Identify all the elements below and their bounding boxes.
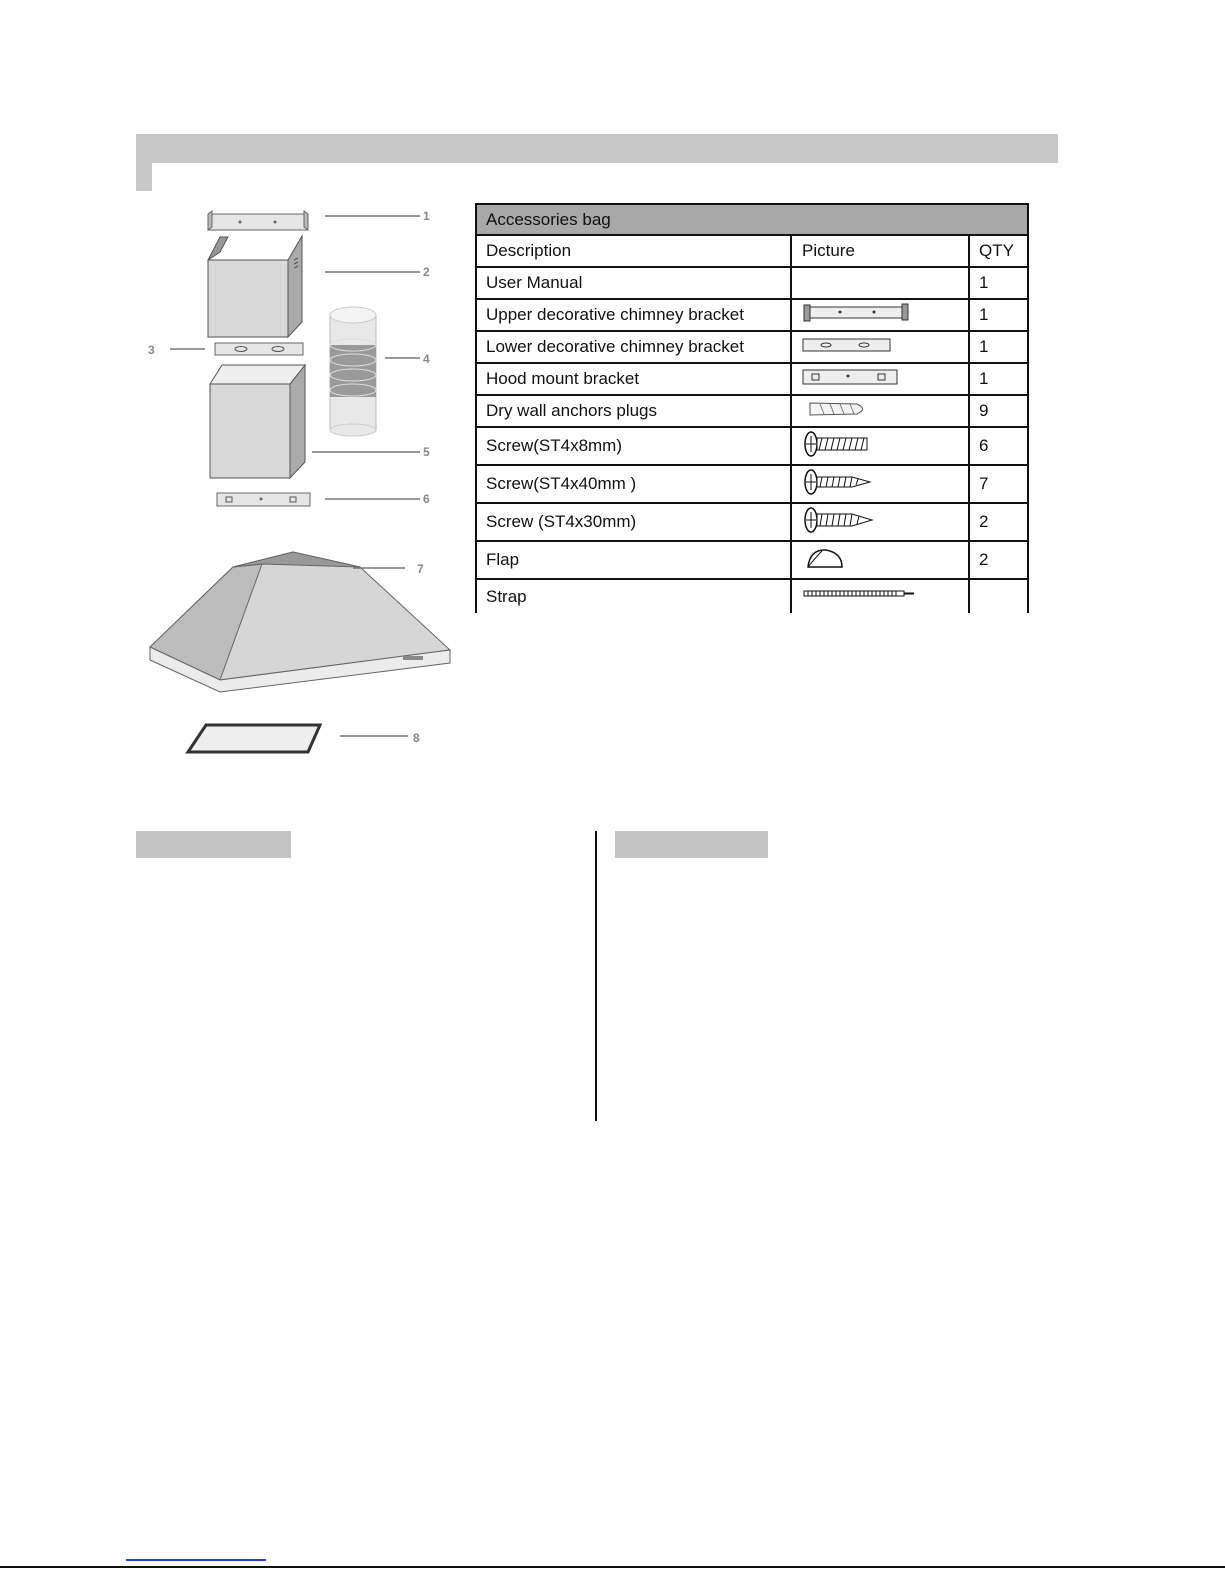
part-upper-chimney	[208, 236, 420, 337]
upper-bracket-icon	[802, 301, 912, 325]
wall-anchor-icon	[802, 398, 912, 420]
table-row	[476, 427, 1028, 465]
row-qty: 9	[969, 395, 1028, 427]
footer-rule	[0, 1566, 1225, 1568]
row-picture-empty	[791, 267, 969, 299]
part-upper-bracket	[208, 211, 420, 230]
row-qty: 2	[969, 503, 1028, 541]
part-duct	[330, 307, 420, 436]
row-description: Lower decorative chimney bracket	[476, 331, 791, 363]
row-qty: 6	[969, 427, 1028, 465]
part-grease-filter	[188, 725, 408, 752]
row-qty: 7	[969, 465, 1028, 503]
row-description: Screw(ST4x8mm)	[476, 427, 791, 465]
table-row	[476, 395, 1028, 427]
table-row	[476, 541, 1028, 579]
part-lower-bracket	[170, 343, 303, 355]
flap-icon	[802, 543, 912, 573]
callout-7: 7	[417, 562, 424, 576]
row-qty: 1	[969, 299, 1028, 331]
medium-screw-icon	[802, 505, 912, 535]
strap-icon	[802, 584, 922, 604]
table-row	[476, 267, 1028, 299]
left-column-header-bar	[136, 831, 291, 858]
right-column-header-bar	[615, 831, 768, 858]
parts-diagram	[140, 200, 460, 765]
section-header-tab	[136, 163, 152, 191]
callout-5: 5	[423, 445, 430, 459]
row-description: Flap	[476, 541, 791, 579]
table-row	[476, 579, 1028, 613]
footer-link-underline	[126, 1559, 266, 1561]
table-row	[476, 503, 1028, 541]
row-description: Strap	[476, 579, 791, 613]
callout-6: 6	[423, 492, 430, 506]
column-divider	[595, 831, 597, 1121]
callout-3: 3	[148, 343, 155, 357]
table-row	[476, 363, 1028, 395]
row-qty: 2	[969, 541, 1028, 579]
short-screw-icon	[802, 429, 912, 459]
row-description: User Manual	[476, 267, 791, 299]
row-description: Upper decorative chimney bracket	[476, 299, 791, 331]
long-screw-icon	[802, 467, 912, 497]
hood-mount-bracket-icon	[802, 367, 912, 387]
table-row	[476, 465, 1028, 503]
table-row	[476, 331, 1028, 363]
row-qty: 1	[969, 331, 1028, 363]
row-description: Dry wall anchors plugs	[476, 395, 791, 427]
callout-1: 1	[423, 209, 430, 223]
lower-bracket-icon	[802, 335, 912, 355]
table-header-row	[476, 235, 1028, 267]
accessories-table	[475, 203, 1029, 613]
section-header-bar	[136, 134, 1058, 163]
table-row	[476, 299, 1028, 331]
part-hood-body	[150, 552, 450, 692]
row-qty: 1	[969, 267, 1028, 299]
row-qty	[969, 579, 1028, 613]
row-description: Screw (ST4x30mm)	[476, 503, 791, 541]
header-description: Description	[476, 235, 791, 267]
part-hood-mount-bracket	[217, 493, 420, 506]
row-description: Hood mount bracket	[476, 363, 791, 395]
row-description: Screw(ST4x40mm )	[476, 465, 791, 503]
callout-8: 8	[413, 731, 420, 745]
table-title: Accessories bag	[476, 204, 1028, 235]
callout-2: 2	[423, 265, 430, 279]
row-qty: 1	[969, 363, 1028, 395]
callout-4: 4	[423, 352, 430, 366]
header-picture: Picture	[791, 235, 969, 267]
header-qty: QTY	[969, 235, 1028, 267]
part-lower-chimney	[210, 365, 420, 478]
